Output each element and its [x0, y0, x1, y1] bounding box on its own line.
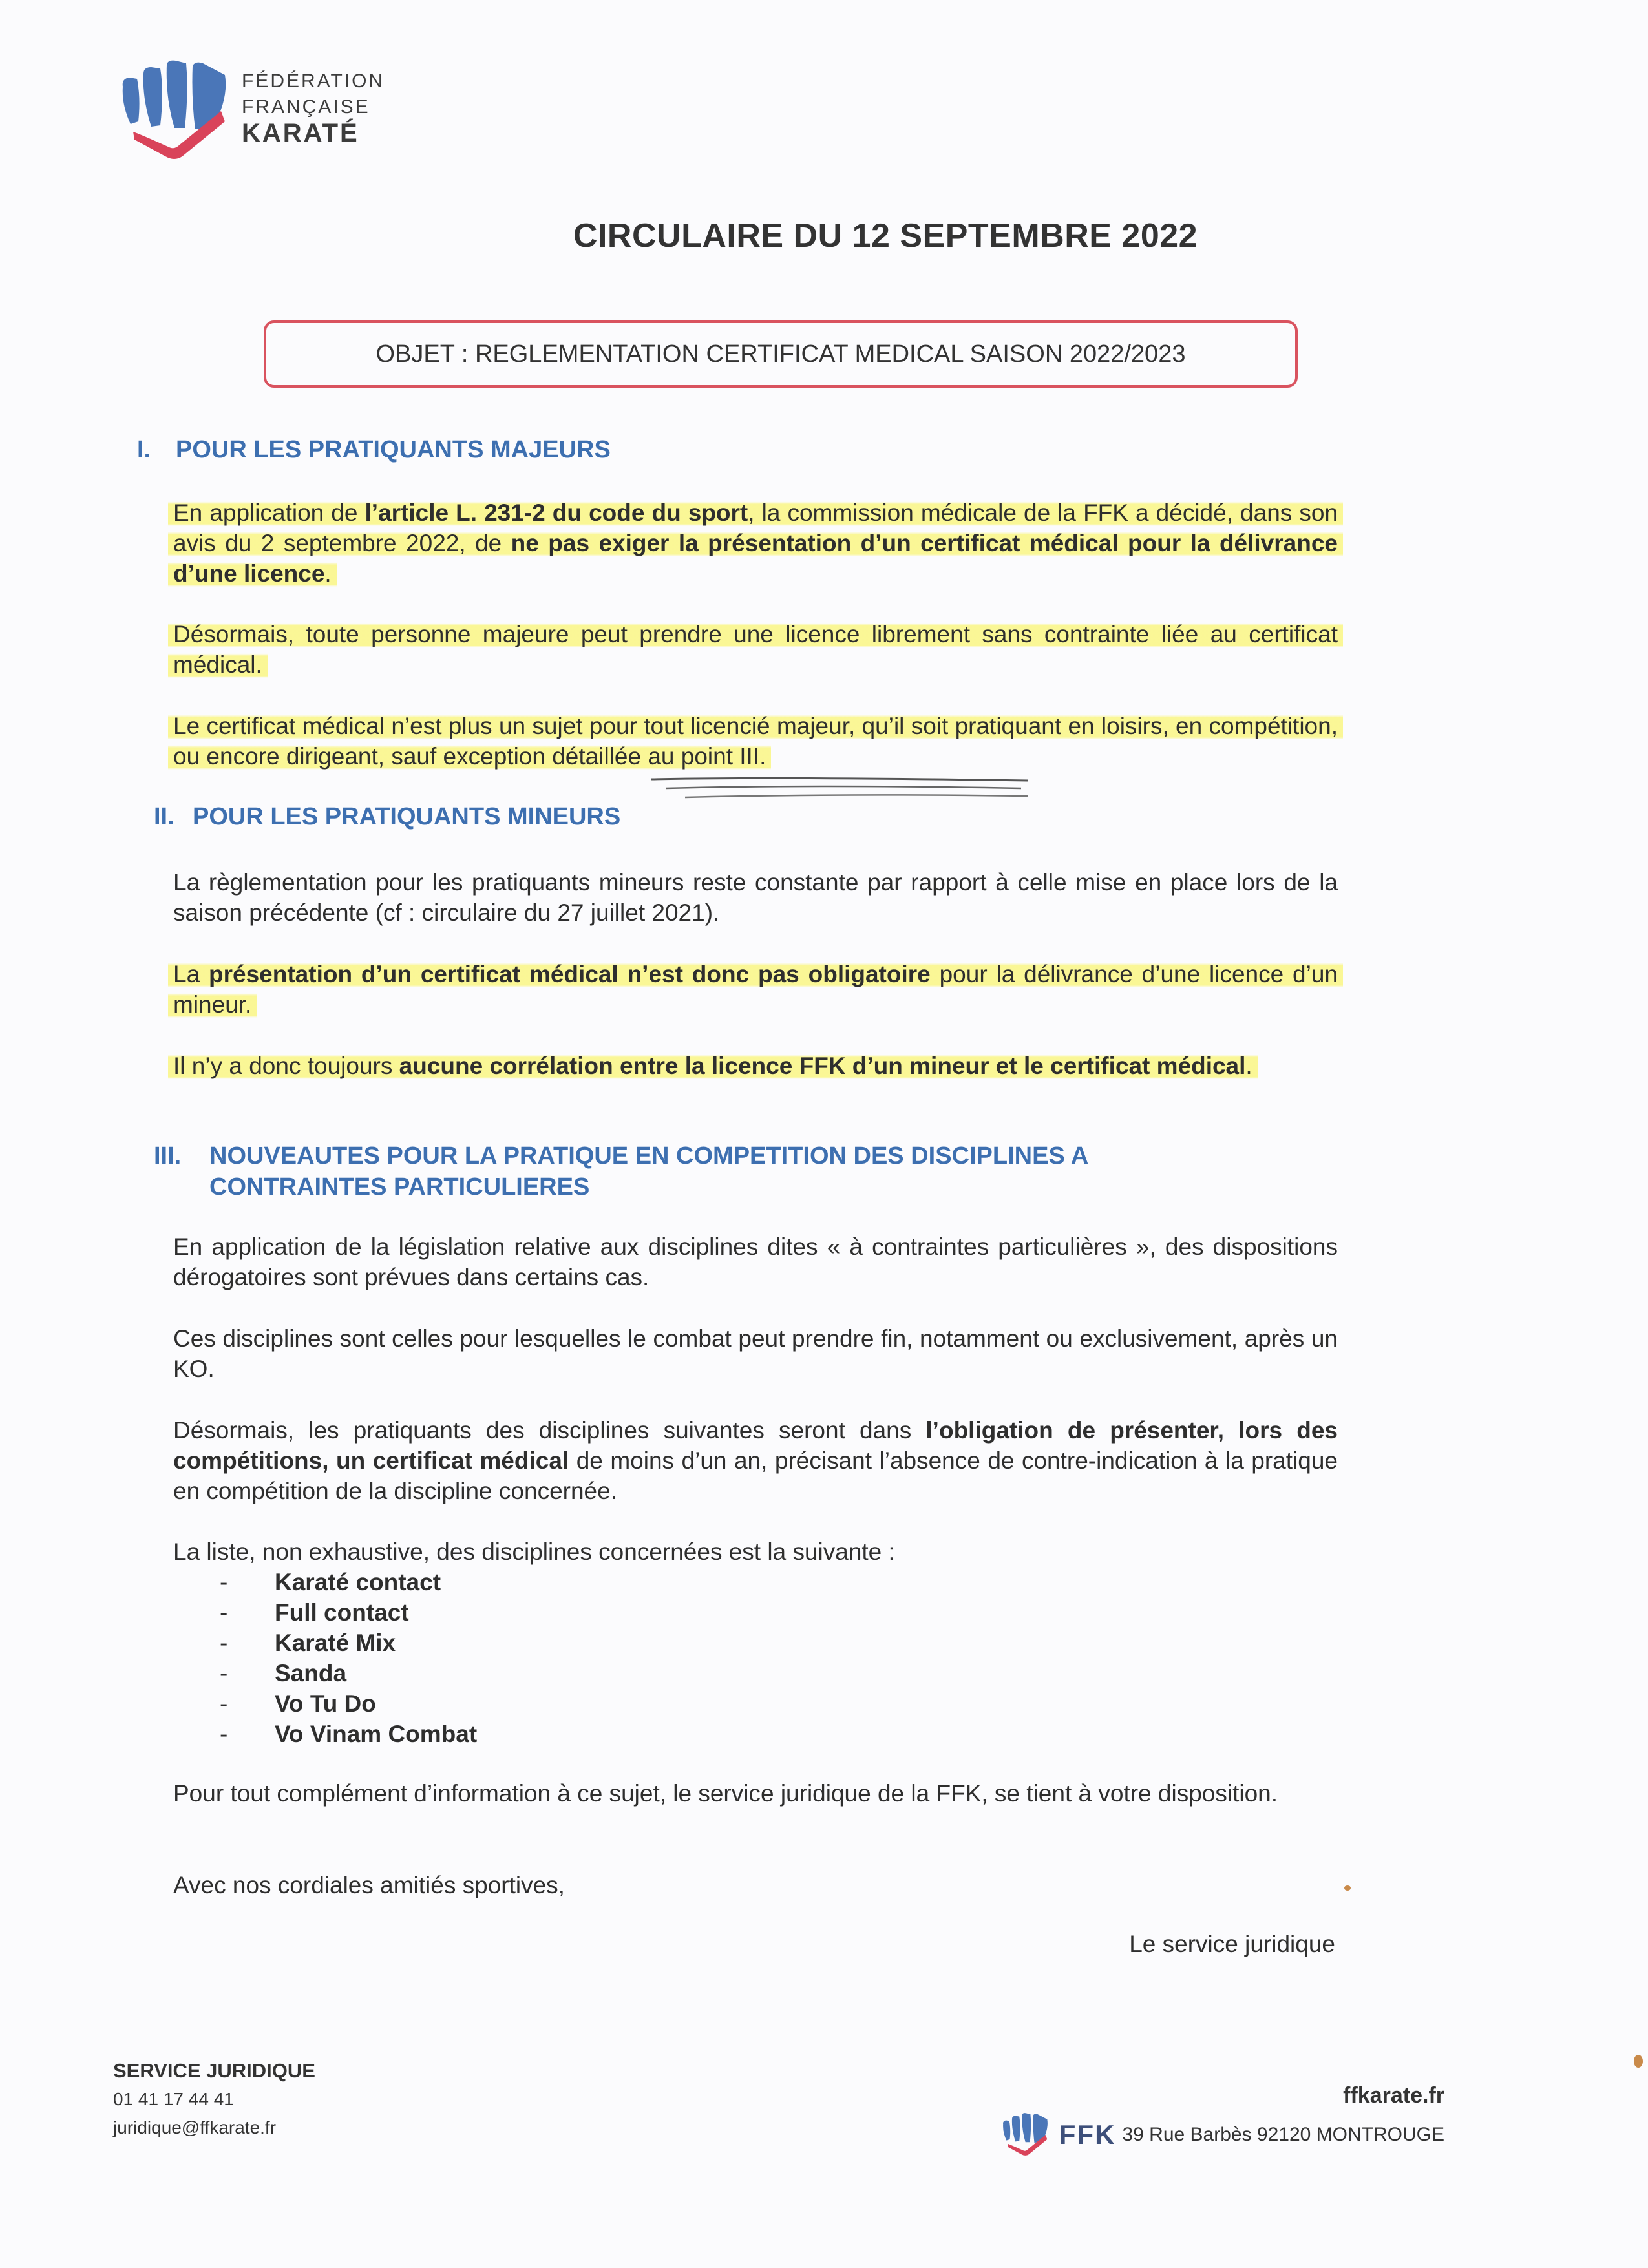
ffk-logo	[115, 59, 386, 169]
section-1-paragraph-1: En application de l’article L. 231-2 du code du sport, la commission médicale de la FFK a décidé, dans son avis du 2 septembre 2022, de ne pas exiger la présentation d’un certificat médical pour la délivrance d’une licence.	[173, 498, 1338, 589]
logo-line-karate: KARATÉ	[242, 119, 359, 147]
closing-greeting: Avec nos cordiales amitiés sportives,	[173, 1872, 565, 1898]
footer-contact	[113, 2057, 315, 2142]
footer-phone: 01 41 17 44 41	[113, 2089, 234, 2109]
list-item: - Vo Tu Do	[220, 1690, 376, 1717]
section-1-title: POUR LES PRATIQUANTS MAJEURS	[176, 436, 611, 463]
footer-email: juridique@ffkarate.fr	[113, 2117, 277, 2137]
section-2-heading	[154, 801, 620, 832]
scan-speck	[1344, 1885, 1351, 1891]
footer-heading: SERVICE JURIDIQUE	[113, 2059, 315, 2082]
logo-line-francaise: FRANÇAISE	[242, 96, 370, 118]
section-3-paragraph-4: La liste, non exhaustive, des disciplines concernées est la suivante :	[173, 1538, 895, 1565]
list-item: - Karaté Mix	[220, 1630, 396, 1656]
footer-website: ffkarate.fr	[1343, 2083, 1444, 2108]
ffk-karate-logo-icon	[115, 59, 238, 163]
list-item: - Karaté contact	[220, 1569, 441, 1595]
subject-box	[264, 320, 1298, 388]
list-item: - Vo Vinam Combat	[220, 1721, 478, 1747]
footer-address-block	[1000, 2083, 1444, 2158]
scan-speck	[1634, 2055, 1643, 2068]
list-item: - Sanda	[220, 1660, 347, 1686]
closing-paragraph: Pour tout complément d’information à ce sujet, le service juridique de la FFK, se tient à votre disposition.	[173, 1780, 1278, 1807]
handwritten-underline-marks	[646, 774, 1034, 806]
document-title: CIRCULAIRE DU 12 SEPTEMBRE 2022	[573, 217, 1198, 255]
section-2-number: II.	[154, 803, 174, 830]
section-1-heading	[137, 434, 611, 465]
section-3-heading	[154, 1140, 1088, 1202]
section-1-number: I.	[137, 436, 151, 463]
signature: Le service juridique	[1129, 1931, 1335, 1957]
section-3-title-line-1: NOUVEAUTES POUR LA PRATIQUE EN COMPETITION DES DISCIPLINES A	[209, 1142, 1089, 1170]
section-1-paragraph-3: Le certificat médical n’est plus un sujet pour tout licencié majeur, qu’il soit pratiquant en loisirs, en compétition, ou encore dirigeant, sauf exception détaillée au point III.	[173, 711, 1338, 772]
footer-brand: FFK	[1059, 2119, 1116, 2150]
ffk-small-logo-icon	[1000, 2112, 1053, 2158]
section-2-paragraph-2: La présentation d’un certificat médical n’est donc pas obligatoire pour la délivrance d’une licence d’un mineur.	[173, 959, 1338, 1020]
section-2-paragraph-3: Il n’y a donc toujours aucune corrélation entre la licence FFK d’un mineur et le certificat médical.	[173, 1051, 1338, 1081]
discipline-list	[173, 1567, 477, 1749]
section-3-paragraph-3: Désormais, les pratiquants des disciplines suivantes seront dans l’obligation de présenter, lors des compétitions, un certificat médical de moins d’un an, précisant l’absence de contre-indication à la pratique en compétition de la discipline concernée.	[173, 1417, 1338, 1504]
section-1-paragraph-2: Désormais, toute personne majeure peut prendre une licence librement sans contrainte liée au certificat médical.	[173, 619, 1338, 680]
section-2-paragraph-1: La règlementation pour les pratiquants mineurs reste constante par rapport à celle mise en place lors de la saison précédente (cf : circulaire du 27 juillet 2021).	[173, 869, 1338, 926]
section-3-title-line-2: CONTRAINTES PARTICULIERES	[209, 1173, 590, 1201]
subject-text: OBJET : REGLEMENTATION CERTIFICAT MEDICAL SAISON 2022/2023	[375, 340, 1186, 368]
list-item: - Full contact	[220, 1599, 409, 1626]
section-3-number: III.	[154, 1142, 182, 1170]
section-3-paragraph-2: Ces disciplines sont celles pour lesquelles le combat peut prendre fin, notamment ou exclusivement, après un KO.	[173, 1325, 1338, 1382]
section-2-title: POUR LES PRATIQUANTS MINEURS	[193, 803, 621, 830]
logo-line-federation: FÉDÉRATION	[242, 70, 385, 92]
section-3-paragraph-1: En application de la législation relative aux disciplines dites « à contraintes particulières », des dispositions dérogatoires sont prévues dans certains cas.	[173, 1234, 1338, 1290]
footer-address: 39 Rue Barbès 92120 MONTROUGE	[1122, 2124, 1444, 2145]
